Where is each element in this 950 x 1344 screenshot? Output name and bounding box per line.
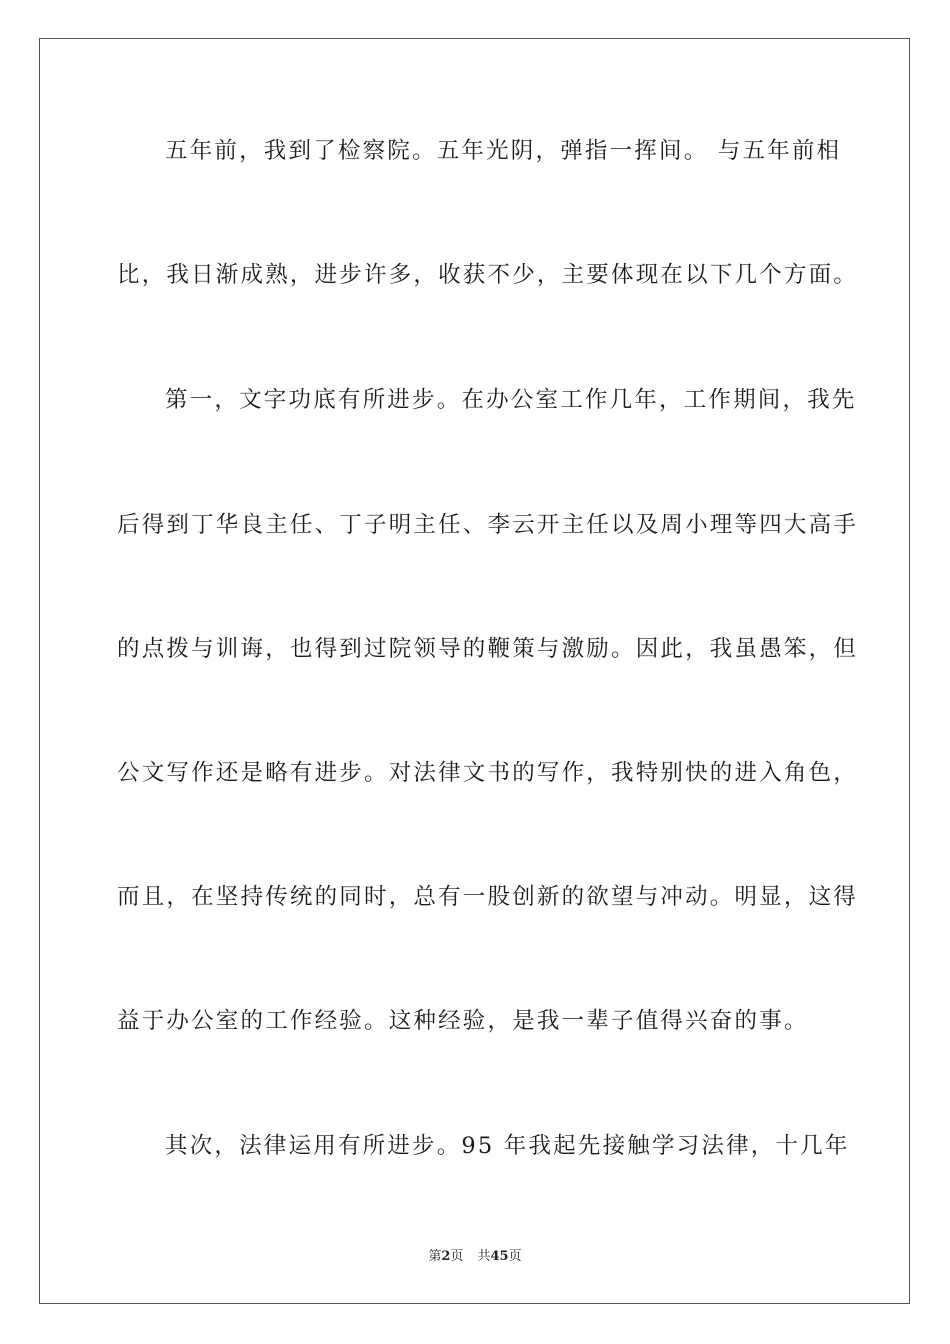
footer-total-pages: 45: [490, 1249, 509, 1264]
footer-total-suffix: 页: [508, 1249, 522, 1264]
footer-page-number: 2: [441, 1249, 451, 1264]
body-line-7: 而且，在坚持传统的同时，总有一股创新的欲望与冲动。明显，这得: [117, 884, 859, 910]
body-line-6: 公文写作还是略有进步。对法律文书的写作，我特别快的进入角色，: [117, 760, 859, 786]
page-footer: [0, 1249, 950, 1265]
footer-page-prefix: 第: [428, 1249, 442, 1264]
body-line-5: 的点拨与训诲，也得到过院领导的鞭策与激励。因此，我虽愚笨，但: [117, 636, 859, 662]
body-line-2: 比，我日渐成熟，进步许多，收获不少，主要体现在以下几个方面。: [117, 262, 859, 288]
body-line-3: 第一，文字功底有所进步。在办公室工作几年，工作期间，我先: [165, 387, 857, 413]
footer-total-prefix: 共: [477, 1249, 491, 1264]
body-line-8: 益于办公室的工作经验。这种经验，是我一辈子值得兴奋的事。: [117, 1008, 809, 1034]
footer-page-suffix: 页: [450, 1249, 464, 1264]
body-line-9: 其次，法律运用有所进步。95 年我起先接触学习法律，十几年: [165, 1133, 850, 1159]
body-line-4: 后得到丁华良主任、丁子明主任、李云开主任以及周小理等四大高手: [117, 512, 859, 538]
body-line-1: 五年前，我到了检察院。五年光阴，弹指一挥间。 与五年前相: [165, 138, 842, 164]
page-frame: [39, 38, 910, 1304]
